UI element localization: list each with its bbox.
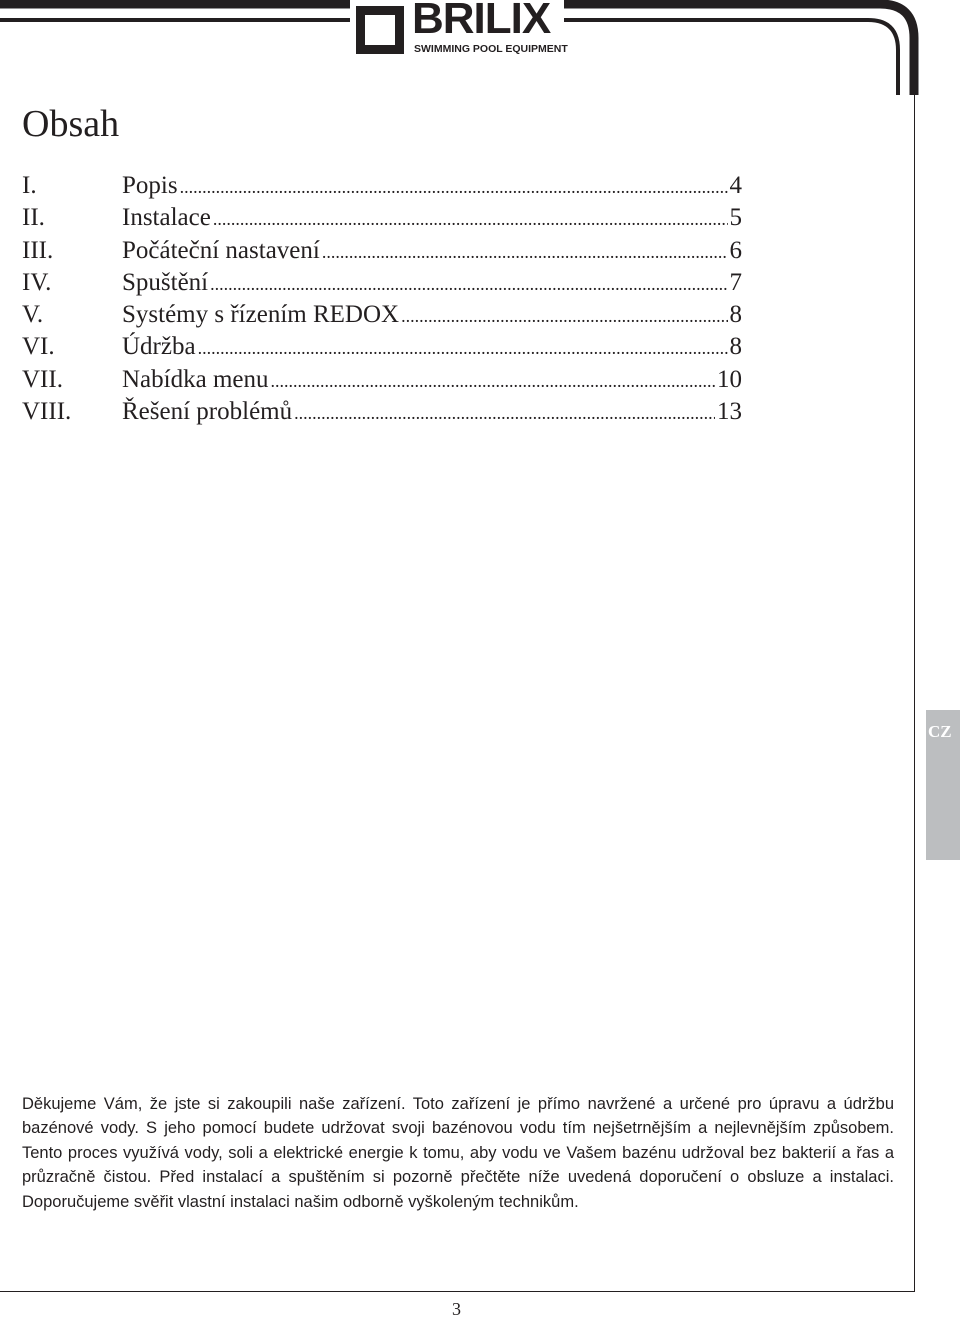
- language-tab-label: CZ: [928, 722, 952, 741]
- toc-number: VIII.: [22, 398, 72, 426]
- toc-row[interactable]: [22, 267, 742, 299]
- toc-row[interactable]: [22, 396, 742, 428]
- toc-page: 5: [729, 204, 742, 232]
- toc-leader: [198, 331, 728, 364]
- toc-page: 13: [717, 398, 742, 426]
- toc-leader: [213, 202, 728, 235]
- brand-logo: [350, 0, 568, 58]
- toc-number: VII.: [22, 365, 63, 393]
- toc-page: 10: [717, 365, 742, 393]
- toc-page: 8: [729, 333, 742, 361]
- toc-page: 8: [729, 301, 742, 329]
- toc-row[interactable]: [22, 202, 742, 234]
- toc-number: III.: [22, 236, 54, 264]
- toc-leader: [294, 396, 715, 429]
- toc-title: Řešení problémů: [122, 398, 293, 426]
- toc-title: Systémy s řízením REDOX: [122, 301, 400, 329]
- toc-leader: [180, 170, 728, 203]
- toc-leader: [210, 267, 727, 300]
- toc-page: 4: [729, 172, 742, 199]
- toc-row[interactable]: [22, 331, 742, 363]
- toc-title: Počáteční nastavení: [122, 236, 320, 264]
- brand-name: BRILIX: [412, 0, 551, 43]
- toc-title: Nabídka menu: [122, 365, 269, 393]
- toc-title: Popis: [122, 172, 178, 199]
- toc-row[interactable]: [22, 170, 742, 202]
- intro-paragraph: Děkujeme Vám, že jste si zakoupili naše zařízení. Toto zařízení je přímo navržené a určené pro úpravu a údržbu bazénové vody. S jeho pomocí budete udržovat svoji bazénovou vodu tím nejšetrnějším a nejlevnějším způsobem. Tento proces využívá vody, soli a elektrické energie k tomu, aby vodu ve Vašem bazénu udržoval bez bakterií a řas a průzračně čistou. Před instalací a spuštěním si pozorně přečtěte níže uvedená doporučení o obsluze a instalaci. Doporučujeme svěřit vlastní instalaci našim odborně vyškoleným technikům.: [22, 1095, 894, 1211]
- toc-number: II.: [22, 204, 45, 232]
- toc-row[interactable]: [22, 364, 742, 396]
- toc-leader: [270, 364, 715, 397]
- brand-tagline: SWIMMING POOL EQUIPMENT: [414, 43, 568, 55]
- toc-row[interactable]: [22, 235, 742, 267]
- toc-leader: [401, 299, 727, 332]
- page-title: Obsah: [22, 103, 120, 145]
- toc-title: Údržba: [122, 333, 196, 361]
- toc-leader: [322, 235, 728, 268]
- page-number: 3: [452, 1299, 461, 1319]
- toc-number: I.: [22, 172, 37, 199]
- toc-title: Instalace: [122, 204, 211, 232]
- logo-square-icon: [356, 6, 404, 54]
- toc-number: IV.: [22, 268, 52, 296]
- toc-title: Spuštění: [122, 268, 209, 296]
- toc-number: V.: [22, 301, 44, 329]
- table-of-contents: [22, 170, 742, 428]
- toc-number: VI.: [22, 333, 55, 361]
- toc-page: 7: [729, 268, 742, 296]
- toc-row[interactable]: [22, 299, 742, 331]
- toc-page: 6: [729, 236, 742, 264]
